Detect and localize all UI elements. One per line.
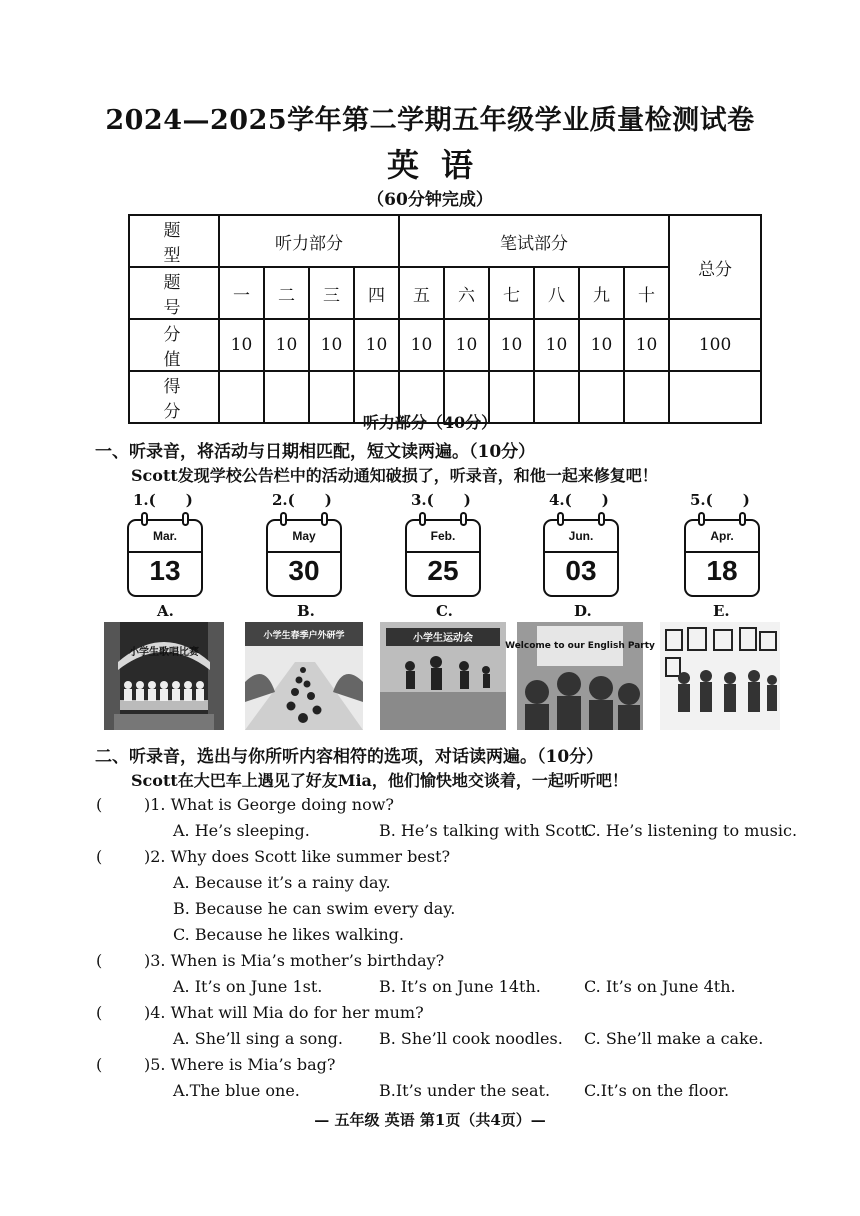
answer-paren-5[interactable]: ( xyxy=(96,1055,103,1074)
q4-option-c: C. She’ll make a cake. xyxy=(584,1029,764,1048)
q4-option-b: B. She’ll cook noodles. xyxy=(379,1029,563,1048)
section-value: 10 xyxy=(219,319,264,371)
calendar-month: Feb. xyxy=(430,529,456,543)
calendar-icon xyxy=(684,519,760,597)
calendar-day: 25 xyxy=(427,555,459,586)
section-value: 10 xyxy=(444,319,489,371)
q2-option-c: C. Because he likes walking. xyxy=(173,925,404,944)
picture-letter-a: A. xyxy=(157,602,174,620)
art-exhibition-illustration xyxy=(660,622,780,730)
question-2: )2. Why does Scott like summer best? xyxy=(144,847,451,866)
picture-art-exhibition xyxy=(660,622,780,730)
question-1: )1. What is George doing now? xyxy=(144,795,394,814)
section2-intro: Scott在大巴车上遇见了好友Mia，他们愉快地交谈着，一起听听吧！ xyxy=(131,771,628,790)
total-label: 总分 xyxy=(669,215,761,319)
row-value-label: 分 值 xyxy=(129,319,219,371)
q2-option-a: A. Because it’s a rainy day. xyxy=(173,873,391,892)
q1-option-c: C. He’s listening to music. xyxy=(584,821,798,840)
q3-option-c: C. It’s on June 4th. xyxy=(584,977,736,996)
answer-blank-1[interactable]: 1.( ) xyxy=(133,491,193,509)
calendar-day: 18 xyxy=(706,555,738,586)
q1-option-a: A. He’s sleeping. xyxy=(173,821,310,840)
q2-option-b: B. Because he can swim every day. xyxy=(173,899,456,918)
calendar-icon xyxy=(127,519,203,597)
section-value: 10 xyxy=(399,319,444,371)
row-type-label: 题 型 xyxy=(129,215,219,267)
exam-title: 2024—2025学年第二学期五年级学业质量检测试卷 xyxy=(105,105,755,136)
answer-paren-1[interactable]: ( xyxy=(96,795,103,814)
answer-paren-3[interactable]: ( xyxy=(96,951,103,970)
section-number: 五 xyxy=(399,267,444,319)
listening-heading: 听力部分（40分） xyxy=(362,413,498,432)
section-number: 四 xyxy=(354,267,399,319)
section-number: 九 xyxy=(579,267,624,319)
q3-option-b: B. It’s on June 14th. xyxy=(379,977,541,996)
listening-label: 听力部分 xyxy=(219,215,399,267)
subject-title: 英语 xyxy=(386,146,495,184)
calendar-month: Apr. xyxy=(710,529,734,543)
section1-title: 一、听录音，将活动与日期相匹配，短文读两遍。（10分） xyxy=(95,442,536,462)
answer-paren-2[interactable]: ( xyxy=(96,847,103,866)
total-value: 100 xyxy=(669,319,761,371)
picture-banner-text: Welcome to our English Party xyxy=(505,641,655,651)
row-score-label: 得 分 xyxy=(129,371,219,423)
exam-duration: （60分钟完成） xyxy=(367,190,493,210)
answer-blank-4[interactable]: 4.( ) xyxy=(549,491,609,509)
calendar-month: Jun. xyxy=(568,529,594,543)
section-number: 八 xyxy=(534,267,579,319)
calendar-month: Mar. xyxy=(152,529,177,543)
answer-paren-4[interactable]: ( xyxy=(96,1003,103,1022)
answer-blank-5[interactable]: 5.( ) xyxy=(690,491,750,509)
q5-option-a: A.The blue one. xyxy=(173,1081,300,1100)
score-table-row-type xyxy=(129,215,761,267)
calendar-day: 13 xyxy=(149,555,181,586)
picture-letter-e: E. xyxy=(713,602,730,620)
q5-option-b: B.It’s under the seat. xyxy=(379,1081,551,1100)
q3-option-a: A. It’s on June 1st. xyxy=(173,977,323,996)
section-number: 六 xyxy=(444,267,489,319)
question-3: )3. When is Mia’s mother’s birthday? xyxy=(144,951,445,970)
picture-letter-b: B. xyxy=(297,602,315,620)
calendar-icon xyxy=(266,519,342,597)
writing-label: 笔试部分 xyxy=(399,215,669,267)
q4-option-a: A. She’ll sing a song. xyxy=(173,1029,343,1048)
picture-letter-d: D. xyxy=(574,602,592,620)
picture-banner-text: 小学生运动会 xyxy=(413,633,473,644)
picture-banner-text: 小学生歌唱比赛 xyxy=(129,647,199,658)
score-table-row-number xyxy=(129,267,761,319)
spring-outing-illustration xyxy=(245,622,363,730)
section-value: 10 xyxy=(489,319,534,371)
score-table xyxy=(128,214,762,424)
answer-blank-2[interactable]: 2.( ) xyxy=(272,491,332,509)
section-value: 10 xyxy=(264,319,309,371)
q1-option-b: B. He’s talking with Scott. xyxy=(379,821,593,840)
calendar-day: 03 xyxy=(565,555,597,586)
question-5: )5. Where is Mia’s bag? xyxy=(144,1055,336,1074)
q5-option-c: C.It’s on the floor. xyxy=(584,1081,730,1100)
picture-letter-c: C. xyxy=(436,602,453,620)
english-party-illustration xyxy=(505,622,655,730)
calendar-icon xyxy=(543,519,619,597)
section-value: 10 xyxy=(534,319,579,371)
score-table-row-value xyxy=(129,319,761,371)
picture-english-party xyxy=(505,622,655,730)
section-number: 一 xyxy=(219,267,264,319)
section-value: 10 xyxy=(354,319,399,371)
section2-title: 二、听录音，选出与你所听内容相符的选项，对话读两遍。（10分） xyxy=(95,747,604,767)
picture-singing-contest xyxy=(104,622,224,730)
picture-spring-outing xyxy=(245,622,363,730)
section-number: 七 xyxy=(489,267,534,319)
sports-meeting-illustration xyxy=(380,622,506,730)
question-4: )4. What will Mia do for her mum? xyxy=(144,1003,424,1022)
calendar-icon xyxy=(405,519,481,597)
page-footer: — 五年级 英语 第1页（共4页）— xyxy=(314,1111,546,1129)
section-value: 10 xyxy=(579,319,624,371)
picture-sports-meeting xyxy=(380,622,506,730)
picture-banner-text: 小学生春季户外研学 xyxy=(263,631,345,641)
calendar-month: May xyxy=(292,529,316,543)
section-value: 10 xyxy=(309,319,354,371)
section-number: 十 xyxy=(624,267,669,319)
section-number: 三 xyxy=(309,267,354,319)
section-value: 10 xyxy=(624,319,669,371)
calendar-day: 30 xyxy=(288,555,320,586)
section1-intro: Scott发现学校公告栏中的活动通知破损了，听录音，和他一起来修复吧！ xyxy=(131,466,658,485)
singing-contest-illustration xyxy=(104,622,224,730)
answer-blank-3[interactable]: 3.( ) xyxy=(411,491,471,509)
section-number: 二 xyxy=(264,267,309,319)
row-number-label: 题 号 xyxy=(129,267,219,319)
